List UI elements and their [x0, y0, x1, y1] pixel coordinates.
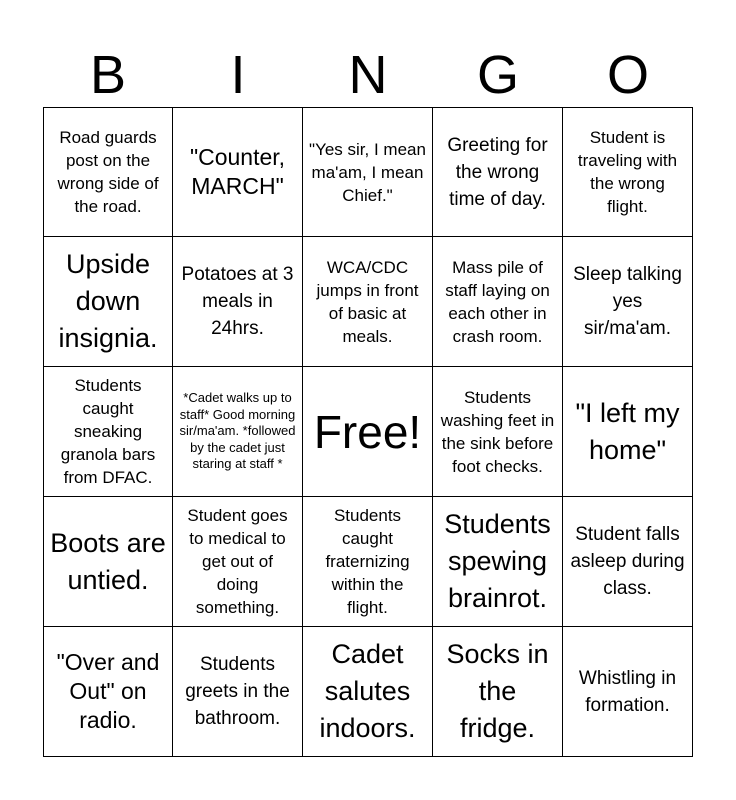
cell-text: "I left my home" — [575, 397, 680, 465]
cell-text: Students caught fraternizing within the flight. — [325, 506, 410, 617]
cell-text: "Over and Out" on radio. — [56, 649, 160, 733]
bingo-cell[interactable] — [433, 237, 563, 367]
bingo-header — [43, 44, 693, 106]
cell-text: Student goes to medical to get out of doing something. — [187, 506, 288, 617]
bingo-cell[interactable] — [433, 627, 563, 757]
bingo-cell[interactable] — [563, 367, 693, 497]
header-letter-o: O — [606, 45, 649, 105]
cell-text: Road guards post on the wrong side of the road. — [57, 128, 159, 216]
bingo-cell[interactable] — [563, 107, 693, 237]
cell-text: Whistling in formation. — [578, 667, 677, 716]
bingo-cell[interactable] — [563, 627, 693, 757]
cell-text: Students spewing brainrot. — [444, 509, 551, 613]
bingo-cell[interactable] — [303, 497, 433, 627]
free-space-cell[interactable] — [303, 367, 433, 497]
free-space-label: Free! — [313, 405, 422, 458]
bingo-cell[interactable] — [303, 107, 433, 237]
cell-text: Students washing feet in the sink before foot checks. — [440, 387, 555, 476]
bingo-cell[interactable] — [173, 367, 303, 497]
bingo-cell[interactable] — [173, 497, 303, 627]
bingo-cell[interactable] — [43, 627, 173, 757]
bingo-cell[interactable] — [43, 237, 173, 367]
bingo-cell[interactable] — [173, 237, 303, 367]
bingo-cell[interactable] — [433, 497, 563, 627]
cell-text: Sleep talking yes sir/ma'am. — [573, 264, 682, 339]
bingo-cell[interactable] — [563, 237, 693, 367]
cell-text: Student falls asleep during class. — [570, 524, 685, 599]
header-letter-i: I — [230, 45, 246, 105]
cell-text: Cadet salutes indoors. — [319, 639, 416, 743]
bingo-cell[interactable] — [303, 627, 433, 757]
bingo-grid — [43, 107, 693, 757]
bingo-cell[interactable] — [43, 497, 173, 627]
cell-text: Upside down insignia. — [58, 249, 158, 353]
cell-text: "Counter, MARCH" — [189, 144, 286, 199]
header-letter-b: B — [89, 45, 127, 105]
cell-text: "Yes sir, I mean ma'am, I mean Chief." — [309, 139, 426, 205]
bingo-cell[interactable] — [433, 107, 563, 237]
cell-text: *Cadet walks up to staff* Good morning sir/ma'am. *followed by the cadet just staring at staff * — [179, 390, 296, 472]
bingo-cell[interactable] — [173, 627, 303, 757]
cell-text: Students greets in the bathroom. — [185, 654, 290, 729]
bingo-cell[interactable] — [43, 367, 173, 497]
header-letter-n: N — [348, 45, 388, 105]
header-letter-g: G — [476, 45, 519, 105]
bingo-cell[interactable] — [303, 237, 433, 367]
cell-text: Mass pile of staff laying on each other in crash room. — [445, 257, 550, 346]
bingo-cell[interactable] — [173, 107, 303, 237]
cell-text: Student is traveling with the wrong flight. — [577, 128, 678, 216]
cell-text: Socks in the fridge. — [446, 639, 549, 743]
bingo-cell[interactable] — [433, 367, 563, 497]
bingo-cell[interactable] — [563, 497, 693, 627]
cell-text: Greeting for the wrong time of day. — [447, 134, 548, 210]
cell-text: WCA/CDC jumps in front of basic at meals. — [316, 257, 419, 346]
cell-text: Students caught sneaking granola bars from DFAC. — [60, 376, 156, 487]
cell-text: Potatoes at 3 meals in 24hrs. — [181, 264, 294, 339]
cell-text: Boots are untied. — [50, 527, 166, 595]
bingo-cell[interactable] — [43, 107, 173, 237]
